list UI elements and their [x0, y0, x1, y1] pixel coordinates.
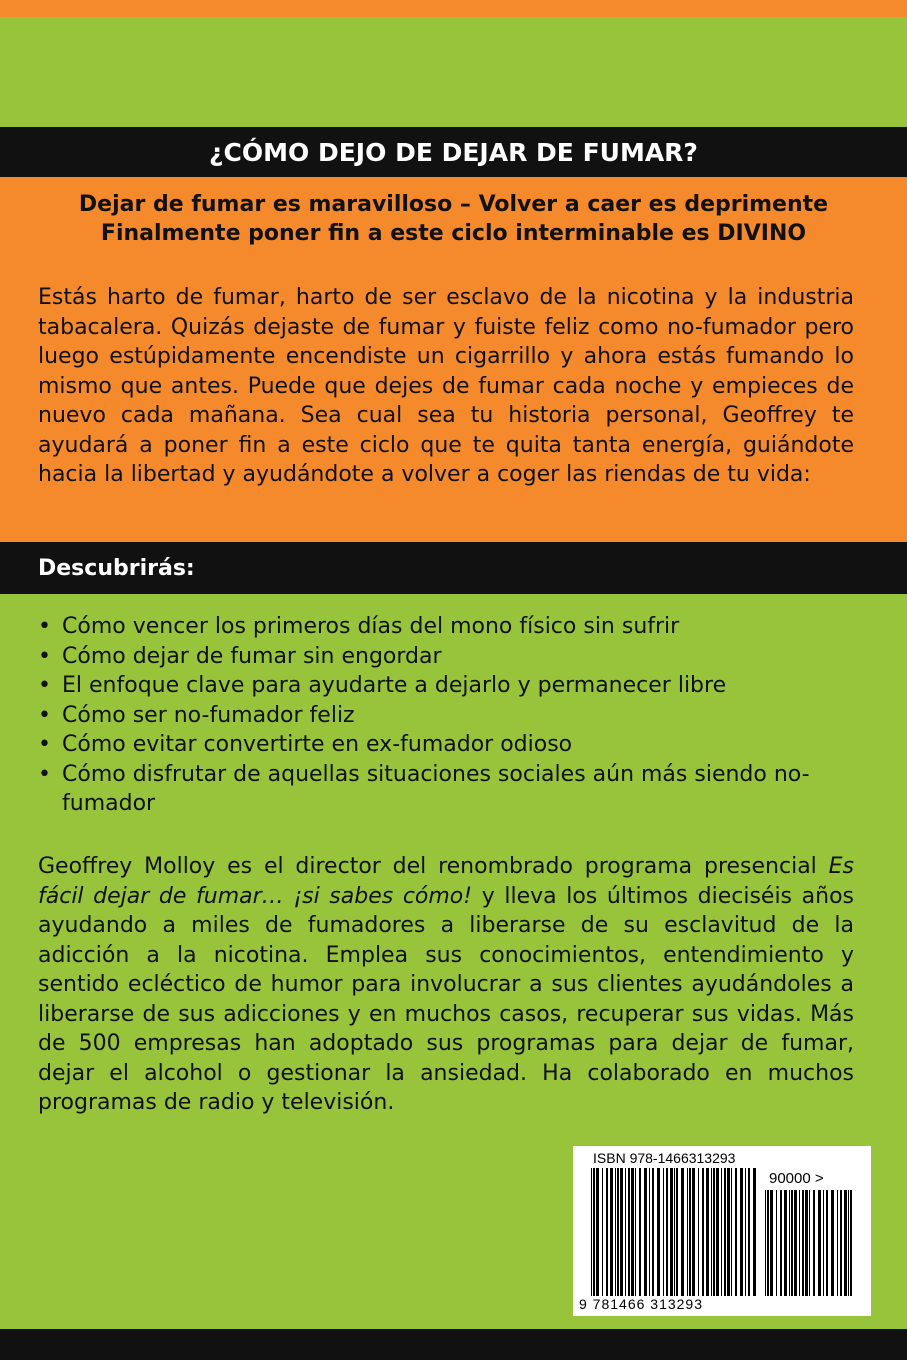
barcode-bar — [784, 1190, 787, 1296]
bio-text-start: Geoffrey Molloy es el director del renombrado programa presencial — [38, 854, 829, 879]
barcode-bar — [740, 1168, 743, 1296]
isbn-digits: 9 781466 313293 — [579, 1296, 703, 1312]
barcode-bar — [711, 1168, 712, 1296]
barcode-bar — [676, 1168, 678, 1296]
benefits-list — [38, 612, 868, 819]
list-item: • El enfoque clave para ayudarte a dejarlo y permanecer libre — [38, 671, 868, 701]
bullet-icon: • — [38, 761, 51, 787]
barcode-bar — [850, 1190, 852, 1296]
barcode-bar — [789, 1190, 790, 1296]
barcode-bar — [831, 1190, 834, 1296]
barcode-bar — [826, 1190, 828, 1296]
barcode-bar — [602, 1168, 603, 1296]
barcode-bar — [791, 1190, 793, 1296]
barcode-bar — [681, 1168, 684, 1296]
barcode-bar — [721, 1168, 722, 1296]
barcode-bar — [698, 1168, 699, 1296]
barcode-bar — [735, 1168, 737, 1296]
barcode-bar — [639, 1168, 641, 1296]
list-item: • Cómo ser no-fumador feliz — [38, 701, 868, 731]
barcode-bar — [770, 1190, 773, 1296]
subtitle-line-1: Dejar de fumar es maravilloso – Volver a caer es deprimente — [78, 192, 829, 217]
bottom-black-strip — [0, 1329, 907, 1360]
barcode-bar — [649, 1168, 650, 1296]
top-orange-strip — [0, 0, 907, 17]
barcode-bar — [813, 1190, 815, 1296]
barcode-bar — [689, 1168, 691, 1296]
subtitle-line-2: Finalmente poner fin a este ciclo interminable es DIVINO — [100, 221, 807, 246]
barcode-bar — [727, 1168, 730, 1296]
barcode-bar — [805, 1190, 808, 1296]
barcode-bar — [663, 1168, 664, 1296]
barcode-bar — [674, 1168, 675, 1296]
barcode-bar — [799, 1190, 800, 1296]
barcode-bar — [837, 1190, 838, 1296]
barcode-bar — [670, 1168, 673, 1296]
barcode-bar — [631, 1168, 634, 1296]
bio-text-end: y lleva los últimos dieciséis años ayudando a miles de fumadores a liberarse de su esclavitud de la adicción a la nicotina. Emplea sus conocimientos, entendimiento y sentido ecléctico de humor para involucrar a sus clientes ayudándoles a liberarse de sus adicciones y en muchos casos, recuperar sus vidas. Más de 500 empresas han adoptado sus programas para dejar de fumar, dejar el alcohol o gestionar la ansiedad. Ha colaborado en muchos programas de radio y televisión. — [38, 883, 854, 1115]
barcode-bar — [823, 1190, 824, 1296]
barcode-bar — [644, 1168, 647, 1296]
barcode-bar — [780, 1190, 782, 1296]
barcode-bar — [596, 1168, 599, 1296]
page-title: ¿CÓMO DEJO DE DEJAR DE FUMAR? — [0, 127, 907, 177]
barcode-bar — [652, 1168, 654, 1296]
barcode-bar — [724, 1168, 726, 1296]
barcode-bar — [731, 1168, 732, 1296]
barcode-bar — [625, 1168, 626, 1296]
barcode-bar — [745, 1168, 746, 1296]
addon-barcode-bars — [765, 1190, 855, 1296]
barcode-bar — [628, 1168, 630, 1296]
barcode-bar — [753, 1168, 756, 1296]
barcode-bar — [802, 1190, 804, 1296]
bullet-icon: • — [38, 702, 51, 728]
barcode-bars — [591, 1168, 761, 1296]
list-item: • Cómo dejar de fumar sin engordar — [38, 642, 868, 672]
bullet-icon: • — [38, 673, 51, 698]
list-item: • Cómo evitar convertirte en ex-fumador odioso — [38, 730, 868, 760]
author-bio — [38, 852, 854, 1118]
barcode-bar — [706, 1168, 709, 1296]
barcode-bar — [844, 1190, 847, 1296]
bullet-icon: • — [38, 614, 51, 639]
bullet-icon: • — [38, 643, 51, 669]
barcode-bar — [713, 1168, 715, 1296]
barcode-bar — [692, 1168, 695, 1296]
barcode-bar — [716, 1168, 719, 1296]
intro-paragraph: Estás harto de fumar, harto de ser esclavo de la nicotina y la industria tabacalera. Quizás dejaste de fumar y fuiste feliz como no-fumador pero luego estúpidamente encendiste un cigarrillo y ahora estás fumando lo mismo que antes. Puede que dejes de fumar cada noche y empieces de nuevo cada mañana. Sea cual sea tu historia personal, Geoffrey te ayudará a poner fin a este ciclo que te quita tanta energía, guiándote hacia la libertad y ayudándote a volver a coger las riendas de tu vida: — [38, 285, 854, 487]
barcode-bar — [776, 1190, 777, 1296]
barcode-bar — [840, 1190, 842, 1296]
barcode-bar — [617, 1168, 619, 1296]
barcode-bar — [809, 1190, 810, 1296]
barcode-bar — [591, 1168, 592, 1296]
barcode-bar — [848, 1190, 849, 1296]
barcode-bar — [818, 1190, 821, 1296]
top-green-panel — [0, 17, 907, 127]
barcode-bar — [615, 1168, 616, 1296]
barcode-bar — [610, 1168, 613, 1296]
barcode-bar — [767, 1190, 769, 1296]
price-code: 90000 > — [769, 1170, 824, 1187]
barcode-bar — [794, 1190, 797, 1296]
barcode-bar — [620, 1168, 623, 1296]
bullet-icon: • — [38, 732, 51, 757]
list-item: • Cómo disfrutar de aquellas situaciones sociales aún más siendo no-fumador — [38, 761, 810, 816]
subtitle — [0, 190, 907, 248]
barcode-bar — [687, 1168, 688, 1296]
barcode-bar — [635, 1168, 636, 1296]
program-title: Es fácil dejar de fumar… ¡si sabes cómo! — [38, 854, 854, 909]
isbn-label: ISBN 978-1466313293 — [593, 1150, 736, 1166]
barcode-bar — [606, 1168, 608, 1296]
barcode-bar — [765, 1190, 766, 1296]
discover-heading: Descubrirás: — [38, 556, 195, 581]
isbn-barcode — [573, 1146, 871, 1316]
barcode-bar — [748, 1168, 750, 1296]
barcode-bar — [666, 1168, 668, 1296]
list-item: • Cómo vencer los primeros días del mono físico sin sufrir — [38, 612, 868, 642]
barcode-bar — [593, 1168, 595, 1296]
barcode-bar — [657, 1168, 660, 1296]
barcode-bar — [702, 1168, 704, 1296]
